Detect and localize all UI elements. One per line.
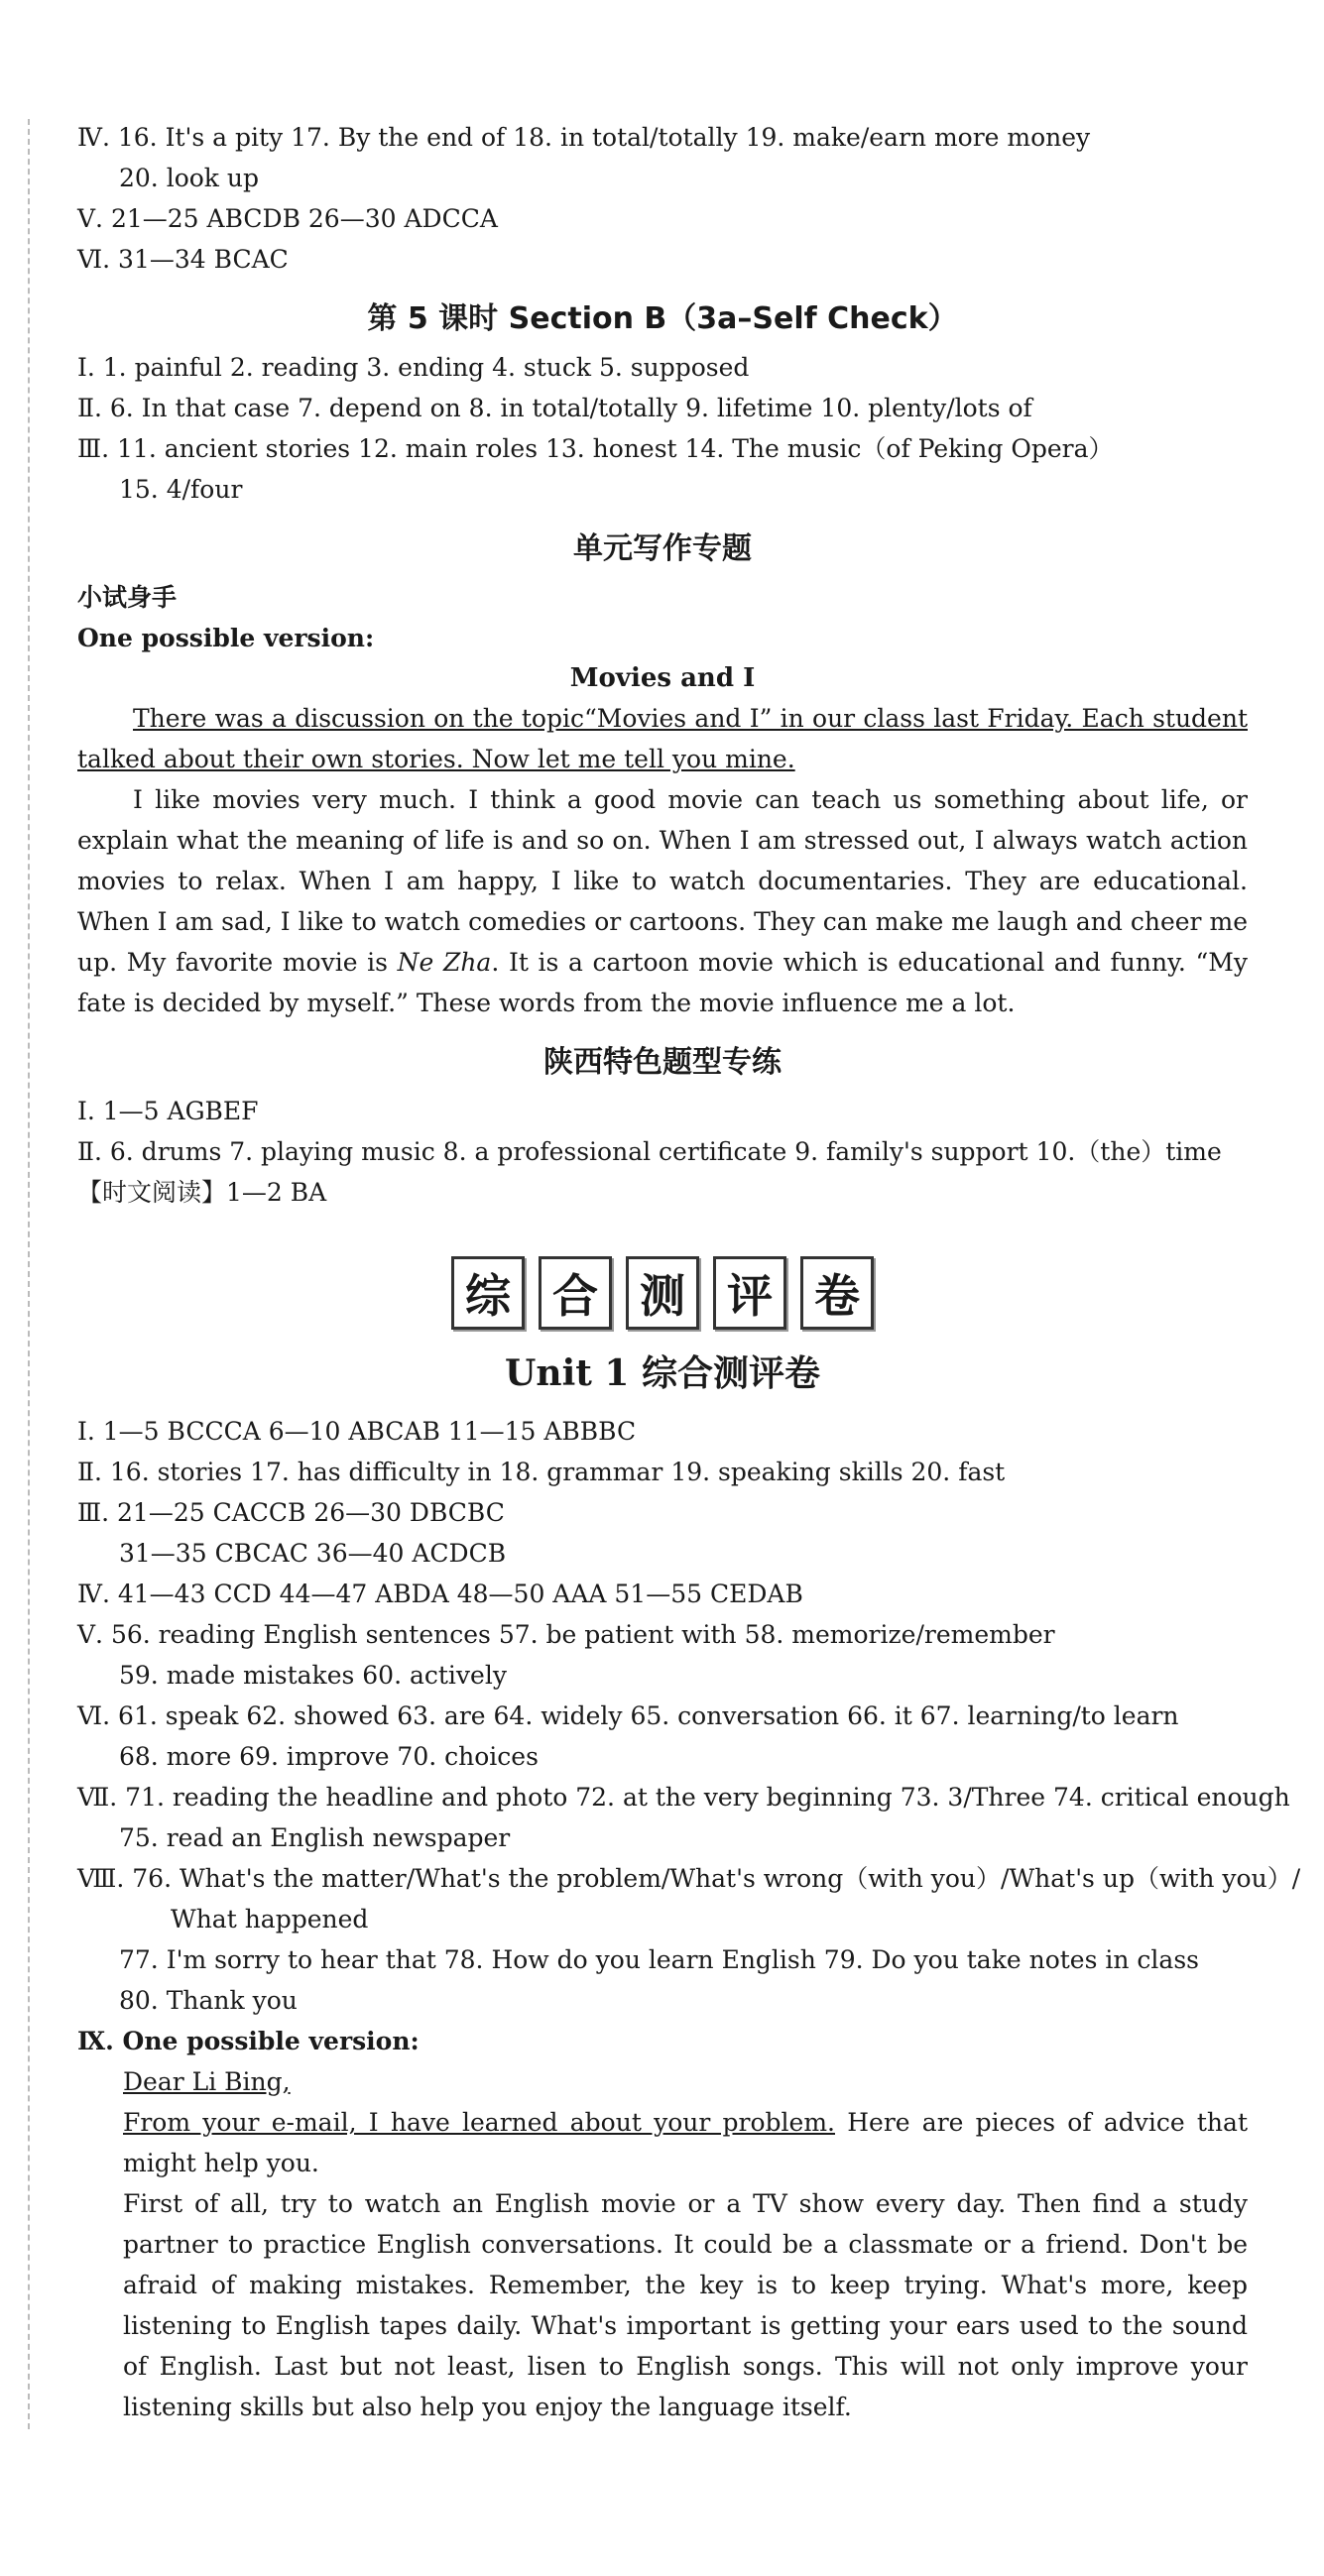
unit1-line-9: 68. more 69. improve 70. choices [119, 1742, 539, 1771]
answer-page [77, 117, 1301, 2427]
shaanxi-line-1: Ⅰ. 1—5 AGBEF [77, 1097, 259, 1125]
unit1-title: Unit 1 综合测评卷 [505, 1352, 820, 1394]
writing-title: 单元写作专题 [573, 531, 752, 566]
unit1-line-6: Ⅴ. 56. reading English sentences 57. be patient with 58. memorize/remember [77, 1620, 1055, 1649]
essay-p2-movie-title: Ne Zha [397, 948, 492, 977]
unit1-line-7: 59. made mistakes 60. actively [119, 1661, 507, 1690]
shaanxi-line-2: Ⅱ. 6. drums 7. playing music 8. a professional certificate 9. family's support 10.（the）time [77, 1137, 1222, 1166]
banner-char-4: 评 [713, 1256, 786, 1330]
letter-greeting-text: Dear Li Bing, [123, 2067, 291, 2096]
lesson5-line-1: Ⅰ. 1. painful 2. reading 3. ending 4. stuck 5. supposed [77, 353, 750, 382]
unit1-line-10: Ⅶ. 71. reading the headline and photo 72. at the very beginning 73. 3/Three 74. critical enough [77, 1783, 1290, 1812]
banner-char-1: 综 [451, 1256, 525, 1330]
unit1-line-12: Ⅷ. 76. What's the matter/What's the problem/What's wrong（with you）/What's up（with you）/ [77, 1864, 1301, 1893]
unit1-line-14: 77. I'm sorry to hear that 78. How do you learn English 79. Do you take notes in class [119, 1945, 1199, 1974]
lesson5-title: 第 5 课时 Section B（3a–Self Check） [367, 301, 958, 336]
shaanxi-line-3: 【时文阅读】1—2 BA [77, 1178, 327, 1207]
unit1-line-5: Ⅳ. 41—43 CCD 44—47 ABDA 48—50 AAA 51—55 CEDAB [77, 1580, 803, 1608]
lesson5-line-4: 15. 4/four [119, 475, 243, 504]
essay-p2-part-b: . It is a cartoon movie which is educational and funny. “My fate is decided by myself.” These words from the movie influence me a lot. [77, 948, 1249, 1017]
essay-paragraph-1 [77, 698, 1248, 779]
lesson5-line-3: Ⅲ. 11. ancient stories 12. main roles 13. honest 14. The music（of Peking Opera） [77, 434, 1114, 463]
letter-p1-rest: Here are pieces of advice that might help you. [123, 2108, 1248, 2177]
letter-p1-underlined: From your e-mail, I have learned about your problem. [123, 2108, 835, 2137]
lesson5-line-2: Ⅱ. 6. In that case 7. depend on 8. in total/totally 9. lifetime 10. plenty/lots of [77, 394, 1032, 422]
top-line-3: Ⅴ. 21—25 ABCDB 26—30 ADCCA [77, 204, 498, 233]
banner-char-3: 测 [626, 1256, 699, 1330]
page-edge-dashed-line [28, 119, 30, 2429]
writing-label-try: 小试身手 [77, 583, 178, 612]
shaanxi-title: 陕西特色题型专练 [543, 1045, 782, 1080]
essay-p1-underlined: There was a discussion on the topic“Movies and I” in our class last Friday. Each student talked about their own stories. Now let me tell you mine. [77, 704, 1248, 773]
unit1-line-13: What happened [171, 1905, 369, 1933]
letter-paragraph-1 [77, 2102, 1248, 2183]
writing-label-version: One possible version: [77, 624, 375, 652]
top-line-1: Ⅳ. 16. It's a pity 17. By the end of 18. in total/totally 19. make/earn more money [77, 123, 1091, 152]
letter-paragraph-2: First of all, try to watch an English movie or a TV show every day. Then find a study partner to practice English conversations. It could be a classmate or a friend. Don't be afraid of making mistakes. Remember, the key is to keep trying. What's more, keep listening to English tapes daily. What's important is getting your ears used to the sound of English. Last but not least, lisen to English songs. This will not only improve your listening skills but also help you enjoy the language itself. [123, 2189, 1248, 2421]
essay-title: Movies and I [569, 663, 756, 693]
unit1-line-4: 31—35 CBCAC 36—40 ACDCB [119, 1539, 507, 1568]
top-line-4: Ⅵ. 31—34 BCAC [77, 245, 289, 274]
essay-paragraph-2 [77, 779, 1248, 1023]
unit1-line-2: Ⅱ. 16. stories 17. has difficulty in 18. grammar 19. speaking skills 20. fast [77, 1458, 1006, 1486]
unit1-line-1: Ⅰ. 1—5 BCCCA 6—10 ABCAB 11—15 ABBBC [77, 1417, 637, 1446]
essay-p2-part-a: I like movies very much. I think a good movie can teach us something about life, or explain what the meaning of life is and so on. When I am stressed out, I always watch action movies to relax. When I am happy, I like to watch documentaries. They are educational. When I am sad, I like to watch comedies or cartoons. They can make me laugh and cheer me up. My favorite movie is [77, 785, 1248, 977]
unit1-line-16: Ⅸ. One possible version: [77, 2027, 420, 2055]
unit1-line-3: Ⅲ. 21—25 CACCB 26—30 DBCBC [77, 1498, 505, 1527]
comprehensive-test-banner [77, 1256, 1248, 1330]
unit1-line-11: 75. read an English newspaper [119, 1823, 511, 1852]
unit1-line-15: 80. Thank you [119, 1986, 298, 2015]
top-line-2: 20. look up [119, 164, 260, 192]
banner-char-5: 卷 [800, 1256, 874, 1330]
letter-greeting [77, 2061, 1248, 2102]
banner-char-2: 合 [539, 1256, 612, 1330]
unit1-line-8: Ⅵ. 61. speak 62. showed 63. are 64. widely 65. conversation 66. it 67. learning/to learn [77, 1701, 1179, 1730]
